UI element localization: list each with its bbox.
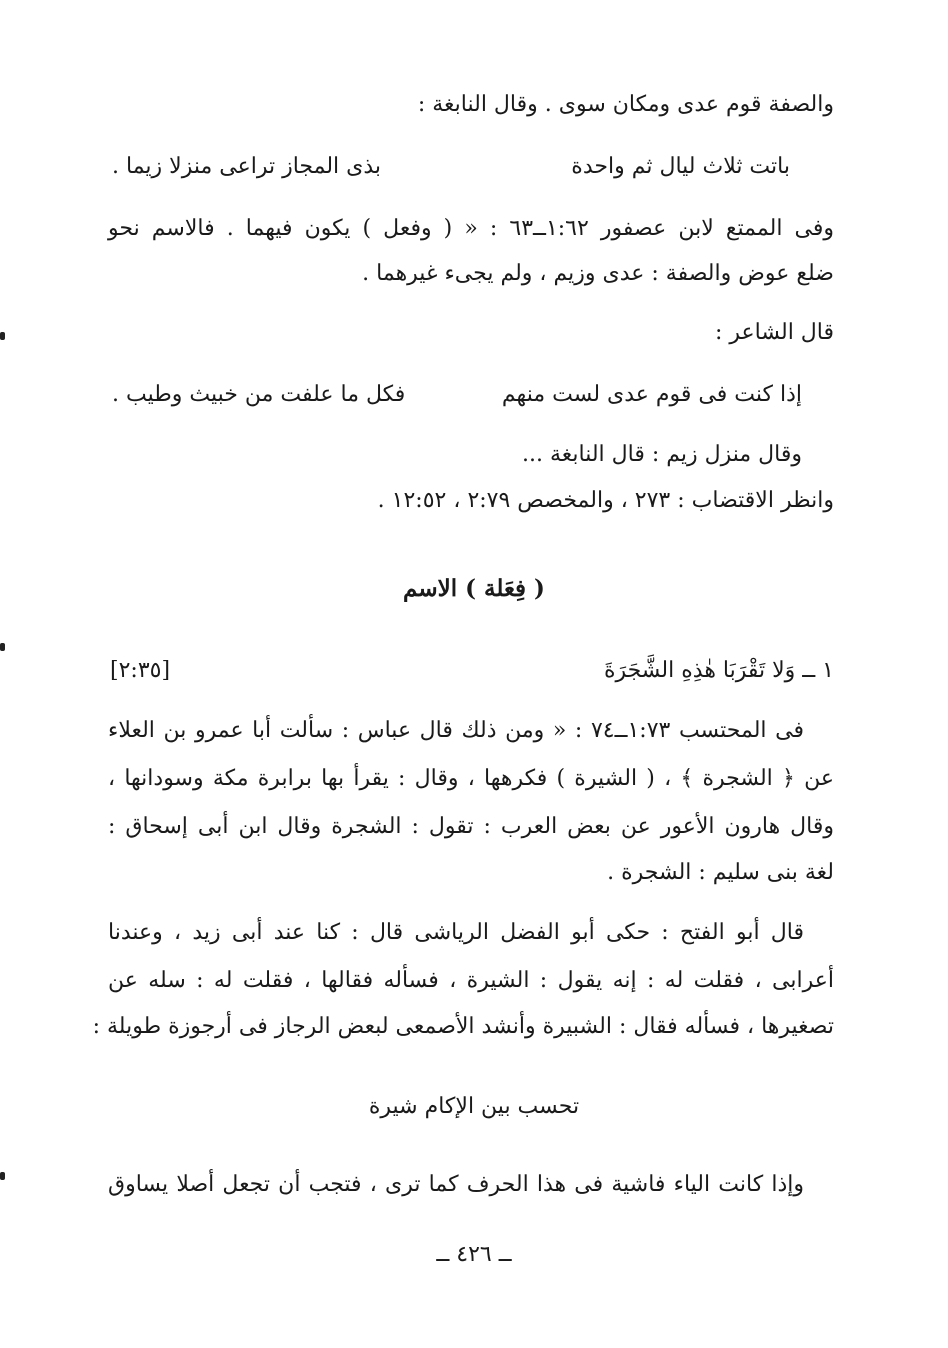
verse-text: ١ ــ وَلا تَقْرَبَا هٰذِهِ الشَّجَرَةَ: [603, 658, 834, 683]
text-line: ضلع عوض والصفة : عدى وزيم ، ولم يجىء غيرهما .: [362, 261, 834, 286]
text-line: تصغيرها ، فسأله فقال : الشبيرة وأنشد الأصمعى لبعض الرجاز فى أرجوزة طويلة :: [92, 1014, 834, 1039]
text-line: وقال منزل زيم : قال النابغة ...: [521, 442, 802, 467]
text-line: وإذا كانت الياء فاشية فى هذا الحرف كما ترى ، فتجب أن تجعل أصلا يساوق: [108, 1172, 804, 1197]
rajaz-verse: تحسب بين الإكام شيرة: [368, 1094, 580, 1119]
section-heading: ( فِعَلة ) الاسم: [403, 575, 545, 602]
scan-edge-mark: [0, 1172, 5, 1180]
page-number: ــ ٤٢٦ ــ: [436, 1242, 512, 1267]
text-line: والصفة قوم عدى ومكان سوى . وقال النابغة :: [417, 92, 834, 117]
verse-hemistich-right: إذا كنت فى قوم عدى لست منهم: [501, 382, 802, 407]
text-line: وقال هارون الأعور عن بعض العرب : تقول : الشجرة وقال ابن أبى إسحاق :: [108, 814, 834, 839]
text-line: وفى الممتع لابن عصفور ١:٦٢ــ٦٣ : « ( وفعل ) يكون فيهما . فالاسم نحو: [108, 216, 834, 241]
text-line: عن ﴿ الشجرة ﴾ ، ( الشيرة ) فكرهها ، وقال : يقرأ بها برابرة مكة وسودانها ،: [108, 766, 834, 791]
text-line: أعرابى ، فقلت له : إنه يقول : الشيرة ، فسأله فقالها ، فقلت له : سله عن: [108, 968, 834, 993]
scan-edge-mark: [0, 332, 5, 340]
text-line: فى المحتسب ١:٧٣ــ٧٤ : « ومن ذلك قال عباس : سألت أبا عمرو بن العلاء: [108, 718, 804, 743]
verse-hemistich-left: بذى المجاز تراعى منزلا زيما .: [112, 154, 382, 179]
verse-hemistich-right: باتت ثلاث ليال ثم واحدة: [571, 154, 790, 179]
scan-edge-mark: [0, 643, 5, 651]
text-line: لغة بنى سليم : الشجرة .: [607, 860, 834, 885]
text-line: وانظر الاقتضاب : ٢٧٣ ، والمخصص ٢:٧٩ ، ١٢:٥٢ .: [377, 488, 834, 513]
text-line: قال أبو الفتح : حكى أبو الفضل الرياشى قال : كنا عند أبى زيد ، وعندنا: [108, 920, 804, 945]
verse-reference: [٢:٣٥]: [110, 658, 171, 683]
verse-hemistich-left: فكل ما علفت من خبيث وطيب .: [112, 382, 406, 407]
text-line: قال الشاعر :: [714, 320, 834, 345]
